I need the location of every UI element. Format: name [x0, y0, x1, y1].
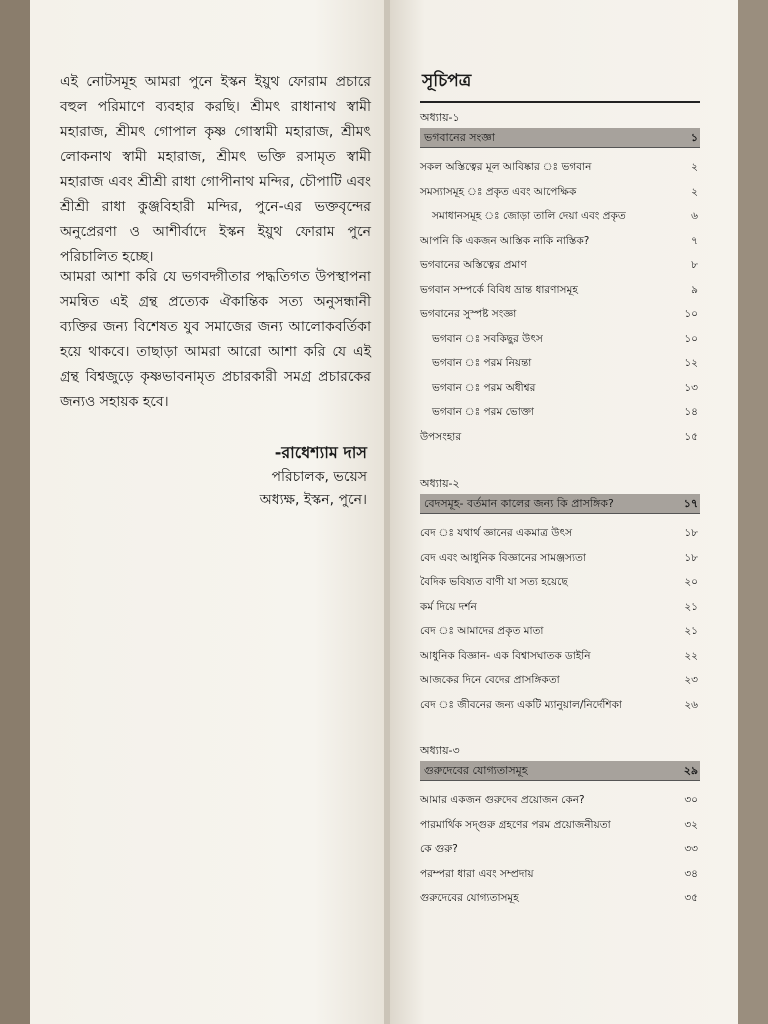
entry-page: ২১	[684, 625, 698, 637]
toc-entry[interactable]	[420, 595, 700, 620]
entry-title: বেদ এবং আধুনিক বিজ্ঞানের সামঞ্জস্যতা	[420, 551, 586, 564]
entry-page: ১০	[684, 332, 698, 345]
entry-title: আধুনিক বিজ্ঞান- এক বিশ্বাসঘাতক ডাইনি	[420, 649, 591, 662]
left-page	[30, 0, 385, 1024]
toc-entry[interactable]	[420, 788, 700, 813]
entry-title: আপনি কি একজন আস্তিক নাকি নাস্তিক?	[420, 234, 590, 247]
toc-entry[interactable]	[420, 376, 700, 401]
entry-page: ৭	[691, 234, 698, 247]
toc-title: সূচিপত্র	[422, 71, 472, 91]
entry-title: বেদ ঃ যথার্থ জ্ঞানের একমাত্র উৎস	[420, 527, 573, 539]
chapter-label: অধ্যায়-৩	[420, 744, 460, 757]
entry-page: ১৩	[684, 381, 698, 394]
entry-page: ১৪	[684, 406, 698, 418]
entry-title: ভগবান সম্পর্কে বিবিধ ভ্রান্ত ধারণাসমূহ	[420, 283, 578, 296]
toc-entry[interactable]	[420, 204, 700, 229]
entry-page: ২০	[684, 576, 698, 588]
toc-entry[interactable]	[420, 813, 700, 838]
entry-title: সকল অস্তিত্বের মূল আবিষ্কার ঃ ভগবান	[420, 161, 592, 173]
chapter-section	[420, 110, 700, 449]
chapter-heading[interactable]	[420, 494, 700, 514]
chapter-heading-title: গুরুদেবের যোগ্যতাসমূহ	[424, 764, 528, 777]
signature-affiliation: অধ্যক্ষ, ইস্কন, পুনে।	[259, 492, 367, 508]
entry-title: পরম্পরা ধারা এবং সম্প্রদায়	[420, 867, 534, 880]
entry-page: ১২	[684, 357, 698, 369]
toc-entry[interactable]	[420, 619, 700, 644]
toc-entry[interactable]	[420, 351, 700, 376]
entry-title: ভগবান ঃ পরম নিয়ন্তা	[432, 357, 532, 369]
toc-entry[interactable]	[420, 570, 700, 595]
entry-page: ৩০	[684, 794, 698, 806]
signature-title: পরিচালক, ভয়েস	[271, 469, 367, 485]
entry-page: ৩৩	[684, 843, 698, 855]
entry-page: ১৫	[684, 430, 698, 443]
chapter-label: অধ্যায়-২	[420, 477, 460, 490]
title-divider	[420, 101, 700, 103]
intro-paragraph	[60, 70, 371, 270]
toc-entry[interactable]	[420, 862, 700, 887]
entry-title: ভগবান ঃ পরম অধীশ্বর	[432, 381, 536, 394]
entry-title: সমস্যাসমূহ ঃ প্রকৃত এবং আপেক্ষিক	[420, 185, 577, 198]
toc-entry[interactable]	[420, 229, 700, 254]
entry-page: ২	[691, 185, 698, 198]
entry-title: ভগবান ঃ পরম ভোক্তা	[432, 406, 534, 418]
toc-entry[interactable]	[420, 837, 700, 862]
entry-page: ২২	[684, 649, 698, 662]
toc-entry[interactable]	[420, 644, 700, 669]
entry-title: বৈদিক ভবিষ্যত বাণী যা সত্য হয়েছে	[420, 576, 568, 588]
chapter-section	[420, 476, 700, 717]
signature-name: -রাধেশ্যাম দাস	[274, 443, 367, 462]
chapter-heading[interactable]	[420, 128, 700, 148]
entry-page: ১০	[684, 308, 698, 320]
entry-page: ২	[691, 161, 698, 173]
entry-title: উপসংহার	[420, 430, 462, 443]
entry-page: ৬	[691, 210, 698, 222]
hope-paragraph	[60, 265, 371, 415]
entry-page: ২৬	[684, 698, 698, 711]
entry-page: ৩৫	[684, 892, 698, 904]
chapter-section	[420, 743, 700, 911]
entry-title: কর্ম দিয়ে দর্শন	[420, 600, 477, 613]
toc-entry[interactable]	[420, 546, 700, 571]
chapter-heading-title: বেদসমূহ- বর্তমান কালের জন্য কি প্রাসঙ্গিক?	[424, 497, 614, 510]
entry-page: ১৮	[684, 551, 698, 564]
toc-entry[interactable]	[420, 302, 700, 327]
toc-entry[interactable]	[420, 278, 700, 303]
toc-entry[interactable]	[420, 327, 700, 352]
chapter-label: অধ্যায়-১	[420, 111, 460, 124]
entry-page: ২৩	[684, 674, 698, 686]
entry-title: ভগবানের সুস্পষ্ট সংজ্ঞা	[420, 308, 517, 320]
entry-title: বেদ ঃ জীবনের জন্য একটি ম্যানুয়াল/নির্দেশিকা	[420, 698, 622, 711]
toc-entry[interactable]	[420, 425, 700, 450]
entry-title: পারমার্থিক সদ্‌গুরু গ্রহণের পরম প্রয়োজনীয়তা	[420, 818, 611, 831]
entry-title: বেদ ঃ আমাদের প্রকৃত মাতা	[420, 625, 544, 637]
chapter-heading-title: ভগবানের সংজ্ঞা	[424, 131, 495, 144]
entry-title: গুরুদেবের যোগ্যতাসমূহ	[420, 892, 519, 904]
entry-page: ৩৪	[684, 867, 698, 880]
toc-entry[interactable]	[420, 400, 700, 425]
background-edge	[738, 0, 768, 1024]
chapter-heading-page: ১	[690, 131, 698, 144]
chapter-heading-page: ২৯	[683, 764, 698, 777]
signature-block	[260, 440, 367, 512]
toc-entry[interactable]	[420, 180, 700, 205]
toc-entry[interactable]	[420, 693, 700, 718]
entry-page: ৩২	[684, 818, 698, 831]
right-page	[390, 0, 738, 1024]
entry-title: ভগবান ঃ সবকিছুর উৎস	[432, 332, 543, 345]
entry-title: আজকের দিনে বেদের প্রাসঙ্গিকতা	[420, 674, 560, 686]
chapter-heading[interactable]	[420, 761, 700, 781]
chapter-heading-page: ১৭	[683, 497, 698, 510]
entry-page: ৯	[691, 283, 698, 296]
entry-title: আমার একজন গুরুদেব প্রয়োজন কেন?	[420, 794, 585, 806]
entry-page: ২১	[684, 600, 698, 613]
toc-entry[interactable]	[420, 886, 700, 911]
entry-page: ১৮	[684, 527, 698, 539]
toc-entry[interactable]	[420, 155, 700, 180]
entry-title: ভগবানের অস্তিত্বের প্রমাণ	[420, 259, 527, 271]
paragraph-text: আমরা আশা করি যে ভগবদ্গীতার পদ্ধতিগত উপস্থাপনা সমন্বিত এই গ্রন্থ প্রত্যেক ঐকান্তিক সত্য অনুসন্ধানী ব্যক্তির জন্য বিশেষত যুব সমাজের জন্য আলোকবর্তিকা হয়ে থাকবে। তাছাড়া আমরা আরো আশা করি যে এই গ্রন্থ বিশ্বজুড়ে কৃষ্ণভাবনামৃত প্রচারকারী সমগ্র প্রচারকের জন্যও সহায়ক হবে।	[60, 269, 371, 410]
paragraph-text: এই নোটসমূহ আমরা পুনে ইস্কন ইয়ুথ ফোরাম প্রচারে বহুল পরিমাণে ব্যবহার করছি। শ্রীমৎ রাধানাথ স্বামী মহারাজ, শ্রীমৎ গোপাল কৃষ্ণ গোস্বামী মহারাজ, শ্রীমৎ লোকনাথ স্বামী মহারাজ, শ্রীমৎ ভক্তি রসামৃত স্বামী মহারাজ এবং শ্রীশ্রী রাধা গোপীনাথ মন্দির, চৌপাটি এবং শ্রীশ্রী রাধা কুঞ্জবিহারী মন্দির, পুনে-এর ভক্তবৃন্দের অনুপ্রেরণা ও আশীর্বাদে ইস্কন ইয়ুথ ফোরাম পুনে পরিচালিত হচ্ছে।	[60, 74, 371, 265]
entry-title: সমাধানসমূহ ঃ জোড়া তালি দেয়া এবং প্রকৃত	[432, 210, 626, 222]
entry-title: কে গুরু?	[420, 843, 458, 855]
toc-entry[interactable]	[420, 253, 700, 278]
toc-entry[interactable]	[420, 668, 700, 693]
toc-entry[interactable]	[420, 521, 700, 546]
entry-page: ৮	[691, 259, 698, 271]
